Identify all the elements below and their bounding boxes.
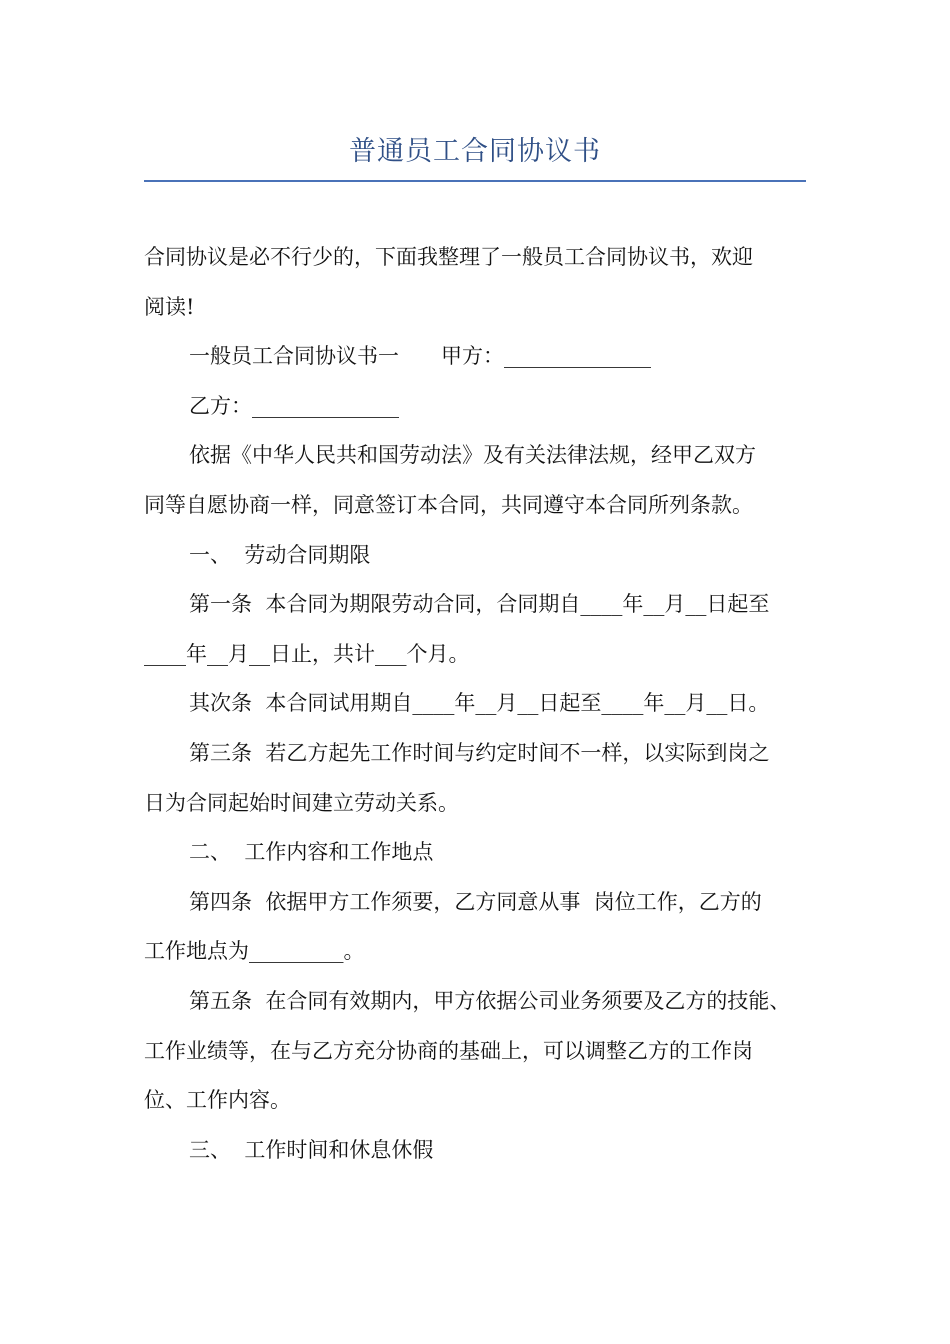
article-2-line-1: 其次条 本合同试用期自____年__月__日起至____年__月__日。 [189, 691, 770, 716]
article-4-line-2: 工作地点为_________。 [144, 939, 365, 964]
intro-line-2: 阅读! [144, 294, 195, 319]
article-3-line-2: 日为合同起始时间建立劳动关系。 [144, 790, 459, 815]
article-5-line-1: 第五条 在合同有效期内，甲方依据公司业务须要及乙方的技能、 [189, 988, 791, 1013]
article-1-line-2: ____年__月__日止，共计___个月。 [144, 641, 470, 666]
intro-line-1: 合同协议是必不行少的，下面我整理了一般员工合同协议书，欢迎 [144, 245, 753, 269]
article-5-line-2: 工作业绩等，在与乙方充分协商的基础上，可以调整乙方的工作岗 [144, 1038, 753, 1063]
party-a-line: 一般员工合同协议书一 甲方：______________ [189, 344, 651, 369]
section-heading-1: 一、 劳动合同期限 [189, 542, 371, 567]
preamble-line-2: 同等自愿协商一样，同意签订本合同，共同遵守本合同所列条款。 [144, 492, 753, 517]
article-3-line-1: 第三条 若乙方起先工作时间与约定时间不一样，以实际到岗之 [189, 740, 770, 765]
section-heading-3: 三、 工作时间和休息休假 [189, 1137, 434, 1162]
article-4-line-1: 第四条 依据甲方工作须要，乙方同意从事 岗位工作，乙方的 [189, 889, 762, 914]
article-1-line-1: 第一条 本合同为期限劳动合同，合同期自____年__月__日起至 [189, 592, 770, 617]
preamble-line-1: 依据《中华人民共和国劳动法》及有关法律法规，经甲乙双方 [189, 443, 756, 468]
section-heading-2: 二、 工作内容和工作地点 [189, 840, 434, 865]
document-title: 普通员工合同协议书 [349, 136, 601, 167]
party-b-line: 乙方：______________ [189, 393, 399, 418]
document-body [144, 233, 814, 1175]
title-underline [144, 180, 806, 182]
article-5-line-3: 位、工作内容。 [144, 1088, 291, 1113]
